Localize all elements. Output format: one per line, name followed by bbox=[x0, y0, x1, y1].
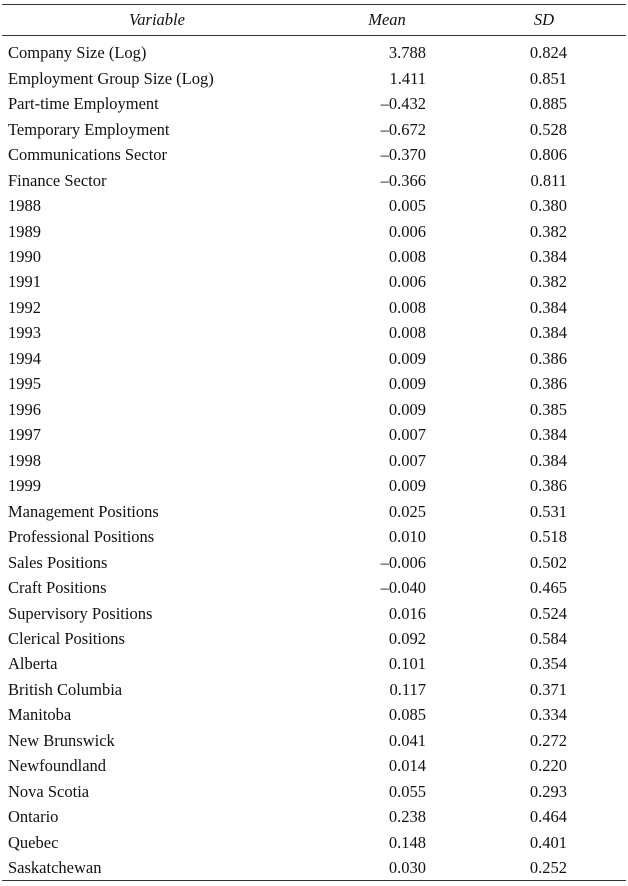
mean-cell: –0.432 bbox=[380, 94, 426, 114]
table-row bbox=[2, 728, 626, 753]
sd-cell: 0.806 bbox=[529, 145, 567, 165]
mean-cell: 0.010 bbox=[388, 527, 426, 547]
variable-cell: Manitoba bbox=[8, 705, 72, 725]
mean-cell: –0.366 bbox=[380, 170, 426, 190]
sd-cell: 0.354 bbox=[529, 654, 567, 674]
mean-cell: 0.014 bbox=[388, 756, 426, 776]
sd-cell: 0.272 bbox=[529, 730, 567, 750]
sd-cell: 0.465 bbox=[529, 578, 567, 598]
table-row bbox=[2, 91, 626, 116]
table-row bbox=[2, 753, 626, 778]
sd-cell: 0.252 bbox=[529, 858, 567, 878]
variable-cell: Clerical Positions bbox=[8, 629, 125, 649]
variable-cell: Communications Sector bbox=[8, 145, 168, 165]
sd-cell: 0.220 bbox=[529, 756, 567, 776]
sd-cell: 0.386 bbox=[529, 476, 567, 496]
table-row bbox=[2, 36, 626, 66]
table-row bbox=[2, 371, 626, 396]
sd-cell: 0.384 bbox=[529, 425, 567, 445]
variable-cell: Newfoundland bbox=[8, 756, 107, 776]
variable-cell: Employment Group Size (Log) bbox=[8, 68, 214, 88]
mean-cell: 0.025 bbox=[388, 501, 426, 521]
sd-cell: 0.293 bbox=[529, 781, 567, 801]
table-row bbox=[2, 651, 626, 676]
variable-cell: Finance Sector bbox=[8, 170, 107, 190]
table-row bbox=[2, 575, 626, 600]
mean-cell: 0.008 bbox=[388, 323, 426, 343]
table-row bbox=[2, 804, 626, 829]
variable-cell: 1996 bbox=[8, 399, 41, 419]
mean-cell: 0.008 bbox=[388, 246, 426, 266]
mean-cell: 0.006 bbox=[388, 272, 426, 292]
variable-cell: Temporary Employment bbox=[8, 119, 170, 139]
mean-cell: 0.005 bbox=[388, 196, 426, 216]
variable-cell: 1991 bbox=[8, 272, 41, 292]
mean-cell: 0.148 bbox=[388, 832, 426, 852]
mean-cell: 0.085 bbox=[388, 705, 426, 725]
mean-cell: 0.009 bbox=[388, 374, 426, 394]
table-row bbox=[2, 142, 626, 167]
variable-cell: Professional Positions bbox=[8, 527, 155, 547]
variable-cell: 1999 bbox=[8, 476, 41, 496]
sd-cell: 0.382 bbox=[529, 272, 567, 292]
mean-cell: 0.117 bbox=[389, 679, 426, 699]
table-header bbox=[2, 5, 626, 36]
variable-cell: Alberta bbox=[8, 654, 58, 674]
table-row bbox=[2, 473, 626, 498]
table-row bbox=[2, 830, 626, 855]
table-row bbox=[2, 422, 626, 447]
variable-cell: Company Size (Log) bbox=[8, 43, 147, 63]
variable-cell: 1997 bbox=[8, 425, 41, 445]
table-row bbox=[2, 524, 626, 549]
mean-cell: –0.040 bbox=[380, 578, 426, 598]
sd-cell: 0.584 bbox=[529, 629, 567, 649]
variable-cell: Saskatchewan bbox=[8, 858, 102, 878]
variable-cell: 1994 bbox=[8, 348, 41, 368]
variable-cell: Nova Scotia bbox=[8, 781, 90, 801]
table-row bbox=[2, 702, 626, 727]
sd-cell: 0.885 bbox=[529, 94, 567, 114]
table-row bbox=[2, 167, 626, 192]
sd-cell: 0.385 bbox=[529, 399, 567, 419]
variable-cell: 1990 bbox=[8, 246, 41, 266]
descriptive-statistics-table bbox=[2, 4, 626, 881]
table-row bbox=[2, 600, 626, 625]
sd-cell: 0.401 bbox=[529, 832, 567, 852]
table-row bbox=[2, 626, 626, 651]
header-mean: Mean bbox=[368, 10, 406, 29]
variable-cell: 1988 bbox=[8, 196, 41, 216]
mean-cell: 0.030 bbox=[388, 858, 426, 878]
mean-cell: 0.055 bbox=[388, 781, 426, 801]
variable-cell: Craft Positions bbox=[8, 578, 107, 598]
sd-cell: 0.384 bbox=[529, 297, 567, 317]
sd-cell: 0.382 bbox=[529, 221, 567, 241]
sd-cell: 0.851 bbox=[529, 68, 567, 88]
table-row bbox=[2, 218, 626, 243]
mean-cell: 0.041 bbox=[388, 730, 426, 750]
sd-cell: 0.334 bbox=[529, 705, 567, 725]
mean-cell: 0.009 bbox=[388, 399, 426, 419]
sd-cell: 0.384 bbox=[529, 450, 567, 470]
variable-cell: British Columbia bbox=[8, 679, 123, 699]
sd-cell: 0.380 bbox=[529, 196, 567, 216]
table-row bbox=[2, 116, 626, 141]
table-body bbox=[2, 36, 626, 881]
mean-cell: 0.008 bbox=[388, 297, 426, 317]
table-row bbox=[2, 498, 626, 523]
table-row bbox=[2, 855, 626, 881]
sd-cell: 0.528 bbox=[529, 119, 567, 139]
mean-cell: 0.009 bbox=[388, 348, 426, 368]
mean-cell: 0.092 bbox=[388, 629, 426, 649]
sd-cell: 0.502 bbox=[529, 552, 567, 572]
sd-cell: 0.386 bbox=[529, 348, 567, 368]
variable-cell: Management Positions bbox=[8, 501, 159, 521]
table-row bbox=[2, 448, 626, 473]
sd-cell: 0.371 bbox=[529, 679, 567, 699]
sd-cell: 0.531 bbox=[529, 501, 567, 521]
variable-cell: 1998 bbox=[8, 450, 41, 470]
variable-cell: New Brunswick bbox=[8, 730, 115, 750]
header-variable: Variable bbox=[129, 10, 185, 29]
mean-cell: –0.672 bbox=[380, 119, 426, 139]
mean-cell: –0.006 bbox=[380, 552, 426, 572]
table-row bbox=[2, 65, 626, 90]
mean-cell: 0.016 bbox=[388, 603, 426, 623]
table-row bbox=[2, 779, 626, 804]
mean-cell: 0.007 bbox=[388, 450, 426, 470]
variable-cell: Supervisory Positions bbox=[8, 603, 153, 623]
mean-cell: 0.101 bbox=[388, 654, 426, 674]
sd-cell: 0.384 bbox=[529, 246, 567, 266]
variable-cell: 1995 bbox=[8, 374, 41, 394]
table-row bbox=[2, 346, 626, 371]
variable-cell: 1992 bbox=[8, 297, 41, 317]
table-row bbox=[2, 320, 626, 345]
mean-cell: 0.238 bbox=[388, 807, 426, 827]
variable-cell: Ontario bbox=[8, 807, 59, 827]
variable-cell: Sales Positions bbox=[8, 552, 108, 572]
table-row bbox=[2, 244, 626, 269]
sd-cell: 0.524 bbox=[529, 603, 567, 623]
sd-cell: 0.384 bbox=[529, 323, 567, 343]
header-row bbox=[2, 5, 626, 36]
variable-cell: 1993 bbox=[8, 323, 41, 343]
sd-cell: 0.811 bbox=[530, 170, 567, 190]
mean-cell: 0.006 bbox=[388, 221, 426, 241]
sd-cell: 0.464 bbox=[529, 807, 567, 827]
variable-cell: Part-time Employment bbox=[8, 94, 159, 114]
variable-cell: Quebec bbox=[8, 832, 59, 852]
table-row bbox=[2, 677, 626, 702]
variable-cell: 1989 bbox=[8, 221, 41, 241]
table-row bbox=[2, 549, 626, 574]
header-sd: SD bbox=[533, 10, 555, 29]
table-row bbox=[2, 269, 626, 294]
table-row bbox=[2, 397, 626, 422]
mean-cell: 0.009 bbox=[388, 476, 426, 496]
mean-cell: –0.370 bbox=[380, 145, 426, 165]
mean-cell: 0.007 bbox=[388, 425, 426, 445]
table-row bbox=[2, 193, 626, 218]
table-row bbox=[2, 295, 626, 320]
sd-cell: 0.386 bbox=[529, 374, 567, 394]
mean-cell: 1.411 bbox=[389, 68, 426, 88]
mean-cell: 3.788 bbox=[388, 43, 426, 63]
sd-cell: 0.518 bbox=[529, 527, 567, 547]
sd-cell: 0.824 bbox=[529, 43, 567, 63]
